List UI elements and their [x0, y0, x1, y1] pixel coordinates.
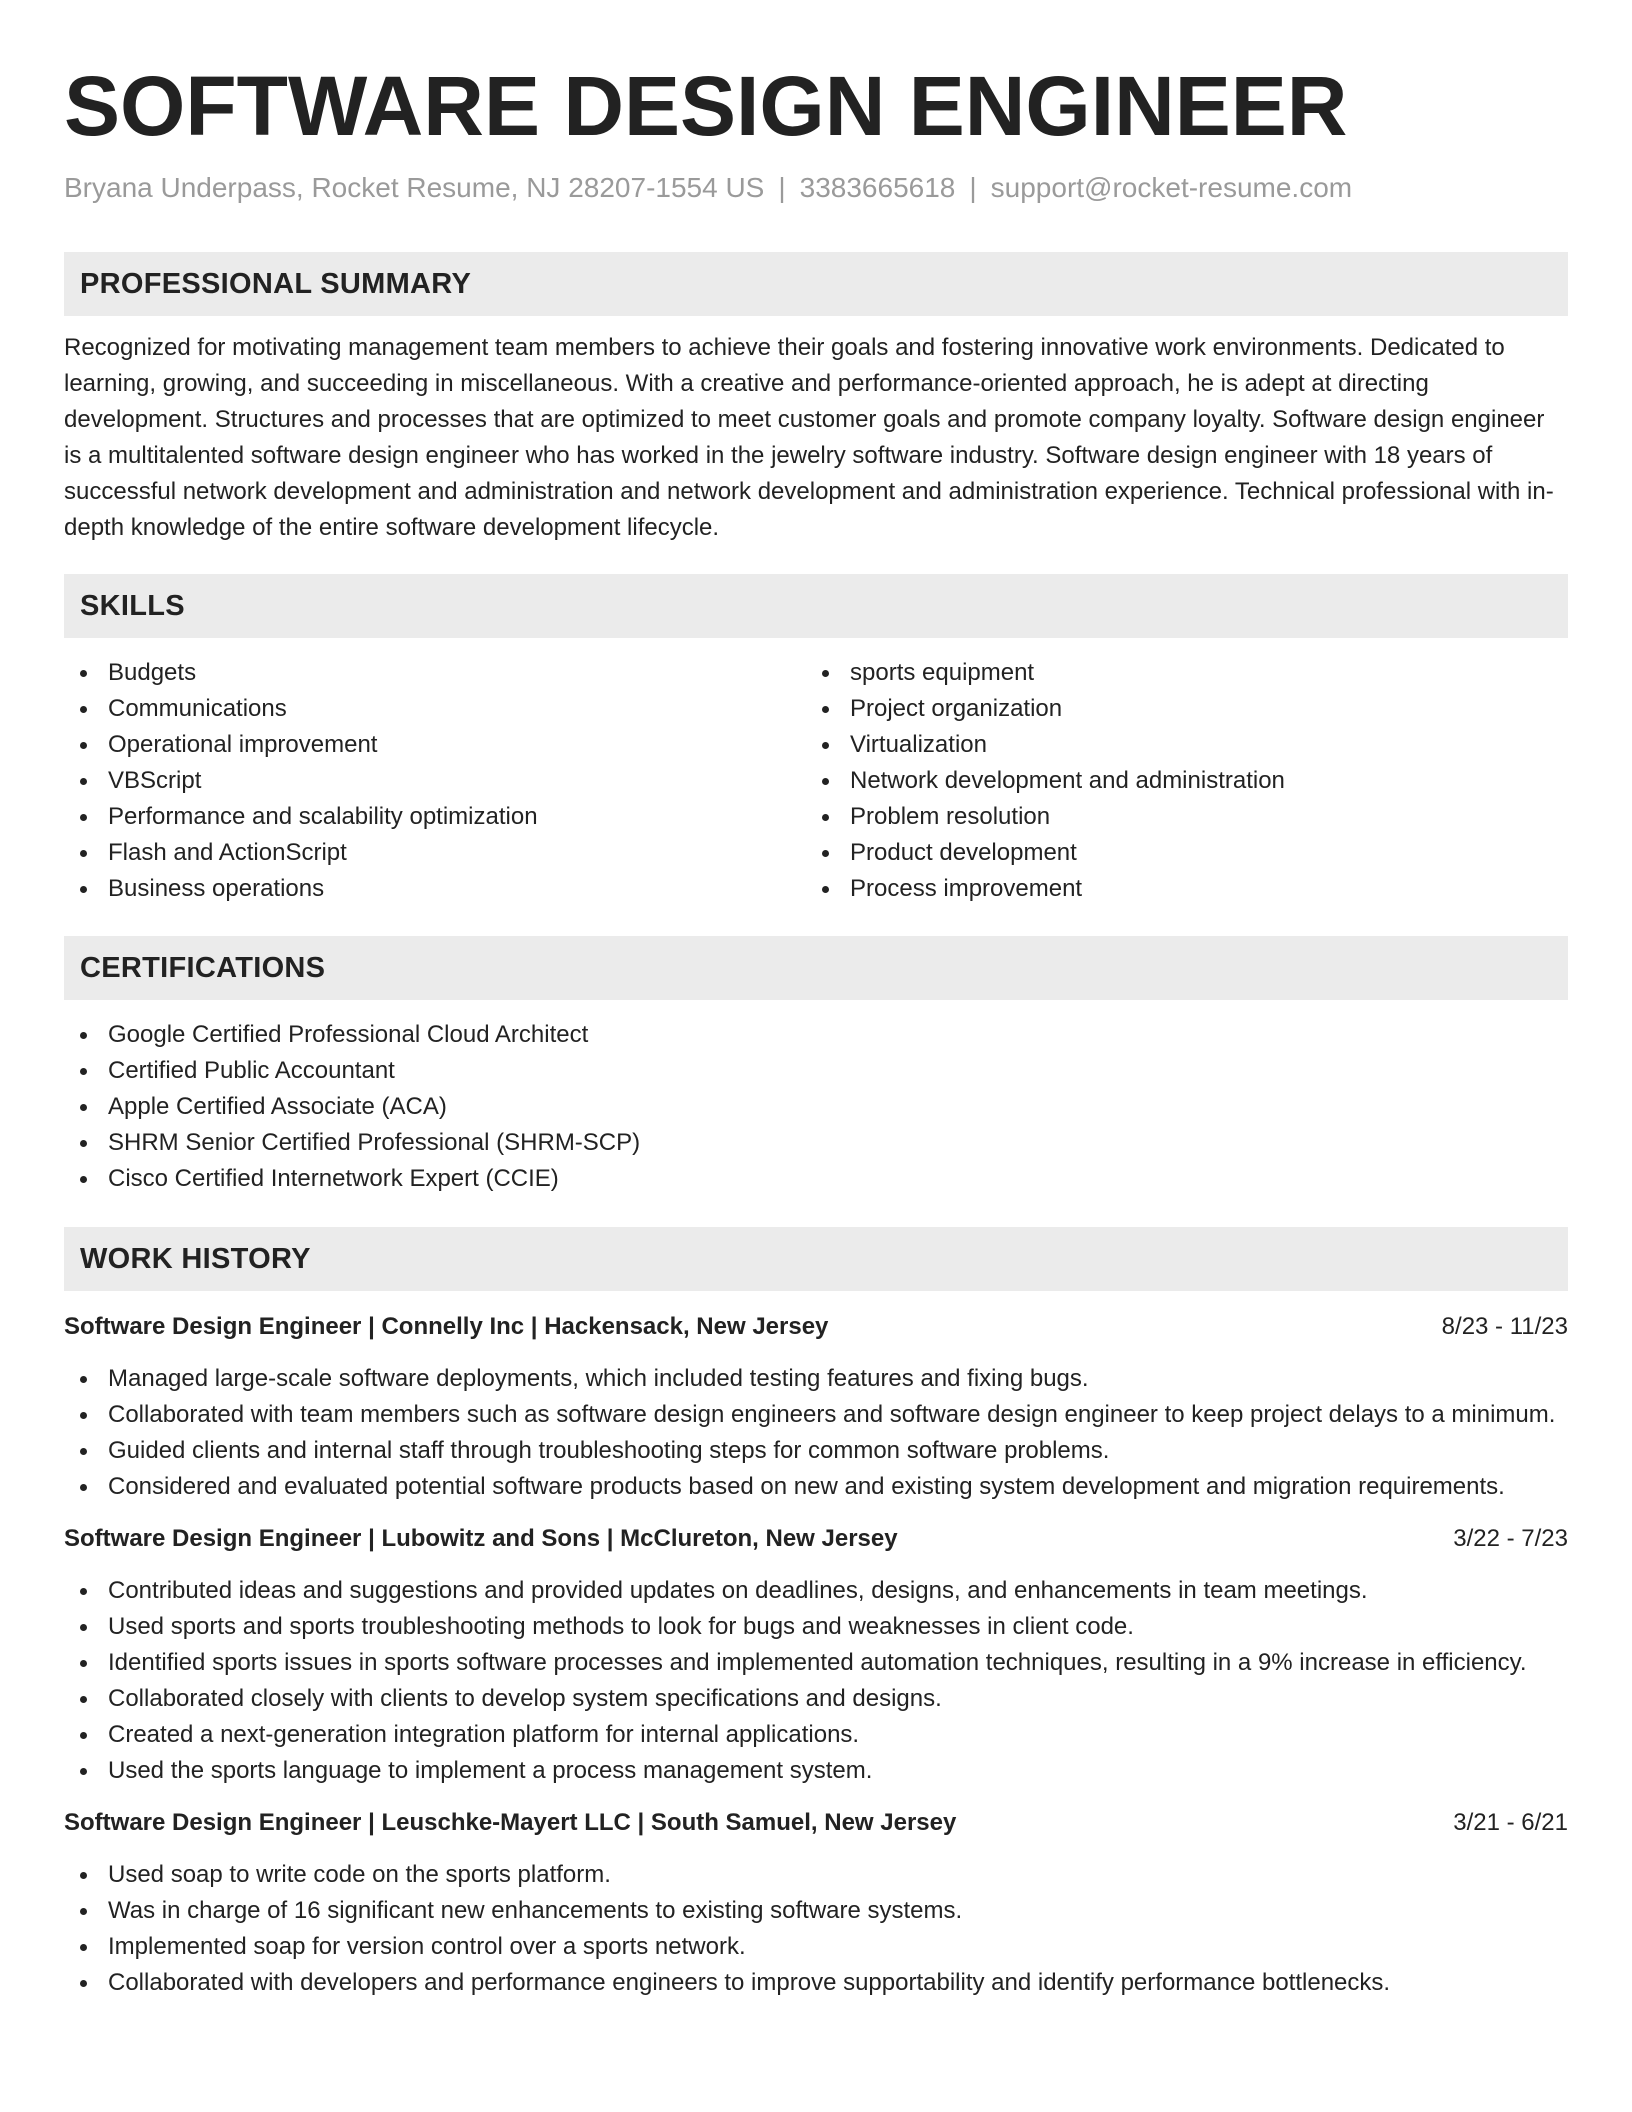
- certification-item: Certified Public Accountant: [64, 1053, 1568, 1089]
- contact-phone: 3383665618: [799, 172, 956, 203]
- job-bullet: Used soap to write code on the sports platform.: [64, 1857, 1568, 1893]
- job-bullet: Identified sports issues in sports software processes and implemented automation techniques, resulting in a 9% increase in efficiency.: [64, 1645, 1568, 1681]
- skill-item: Flash and ActionScript: [64, 835, 806, 871]
- certification-item: Cisco Certified Internetwork Expert (CCIE): [64, 1161, 1568, 1197]
- certification-item: Google Certified Professional Cloud Architect: [64, 1017, 1568, 1053]
- skill-item: Budgets: [64, 655, 806, 691]
- certification-item: SHRM Senior Certified Professional (SHRM-SCP): [64, 1125, 1568, 1161]
- skill-item: Project organization: [806, 691, 1548, 727]
- job-title: Software Design Engineer | Leuschke-Mayert LLC | South Samuel, New Jersey: [64, 1809, 957, 1836]
- job-title: Software Design Engineer | Connelly Inc | Hackensack, New Jersey: [64, 1313, 829, 1340]
- job-bullet: Created a next-generation integration platform for internal applications.: [64, 1717, 1568, 1753]
- contact-separator: |: [969, 172, 977, 203]
- job-bullet: Implemented soap for version control over a sports network.: [64, 1929, 1568, 1965]
- section-header-summary: PROFESSIONAL SUMMARY: [64, 252, 1568, 316]
- job-header: [64, 1521, 1568, 1557]
- job-bullet: Managed large-scale software deployments, which included testing features and fixing bugs.: [64, 1361, 1568, 1397]
- job-entry: [64, 1521, 1568, 1789]
- job-bullet: Guided clients and internal staff through troubleshooting steps for common software problems.: [64, 1433, 1568, 1469]
- skill-item: Performance and scalability optimization: [64, 799, 806, 835]
- skill-item: Virtualization: [806, 727, 1548, 763]
- skills-column-left: [64, 655, 806, 907]
- section-header-certifications: CERTIFICATIONS: [64, 936, 1568, 1000]
- skill-item: Problem resolution: [806, 799, 1548, 835]
- contact-email: support@rocket-resume.com: [990, 172, 1353, 203]
- job-bullet: Collaborated with developers and performance engineers to improve supportability and identify performance bottlenecks.: [64, 1965, 1568, 2001]
- job-entry: [64, 1805, 1568, 2001]
- resume-name: SOFTWARE DESIGN ENGINEER: [64, 59, 1348, 153]
- skill-item: Product development: [806, 835, 1548, 871]
- skill-item: Operational improvement: [64, 727, 806, 763]
- contact-separator: |: [778, 172, 786, 203]
- job-header: [64, 1309, 1568, 1345]
- contact-line: [64, 170, 1568, 206]
- section-header-skills: SKILLS: [64, 574, 1568, 638]
- job-bullet: Used the sports language to implement a process management system.: [64, 1753, 1568, 1789]
- job-dates: 3/21 - 6/21: [1453, 1809, 1568, 1836]
- skill-item: Communications: [64, 691, 806, 727]
- skill-item: VBScript: [64, 763, 806, 799]
- job-bullets: [64, 1573, 1568, 1789]
- section-header-work-history: WORK HISTORY: [64, 1227, 1568, 1291]
- job-entry: [64, 1309, 1568, 1505]
- certification-item: Apple Certified Associate (ACA): [64, 1089, 1568, 1125]
- job-bullet: Used sports and sports troubleshooting methods to look for bugs and weaknesses in client code.: [64, 1609, 1568, 1645]
- summary-text: Recognized for motivating management team members to achieve their goals and fostering innovative work environments. Dedicated to learning, growing, and succeeding in miscellaneous. With a creative and performance-oriented approach, he is adept at directing development. Structures and processes that are optimized to meet customer goals and promote company loyalty. Software design engineer is a multitalented software design engineer who has worked in the jewelry software industry. Software design engineer with 18 years of successful network development and administration and network development and administration experience. Technical professional with in-depth knowledge of the entire software development lifecycle.: [64, 334, 1554, 541]
- job-bullets: [64, 1361, 1568, 1505]
- job-bullet: Collaborated with team members such as software design engineers and software design engineer to keep project delays to a minimum.: [64, 1397, 1568, 1433]
- skills-column-right: [806, 655, 1548, 907]
- job-bullet: Was in charge of 16 significant new enhancements to existing software systems.: [64, 1893, 1568, 1929]
- job-dates: 3/22 - 7/23: [1453, 1525, 1568, 1552]
- job-title: Software Design Engineer | Lubowitz and Sons | McClureton, New Jersey: [64, 1525, 898, 1552]
- skill-item: sports equipment: [806, 655, 1548, 691]
- skills-grid: [64, 655, 1568, 907]
- job-bullet: Considered and evaluated potential software products based on new and existing system development and migration requirements.: [64, 1469, 1568, 1505]
- skill-item: Process improvement: [806, 871, 1548, 907]
- job-bullet: Contributed ideas and suggestions and provided updates on deadlines, designs, and enhancements in team meetings.: [64, 1573, 1568, 1609]
- certifications-list: [64, 1017, 1568, 1197]
- job-header: [64, 1805, 1568, 1841]
- job-dates: 8/23 - 11/23: [1441, 1313, 1568, 1340]
- job-bullets: [64, 1857, 1568, 2001]
- contact-address: Bryana Underpass, Rocket Resume, NJ 28207-1554 US: [64, 172, 765, 203]
- skill-item: Business operations: [64, 871, 806, 907]
- skill-item: Network development and administration: [806, 763, 1548, 799]
- job-bullet: Collaborated closely with clients to develop system specifications and designs.: [64, 1681, 1568, 1717]
